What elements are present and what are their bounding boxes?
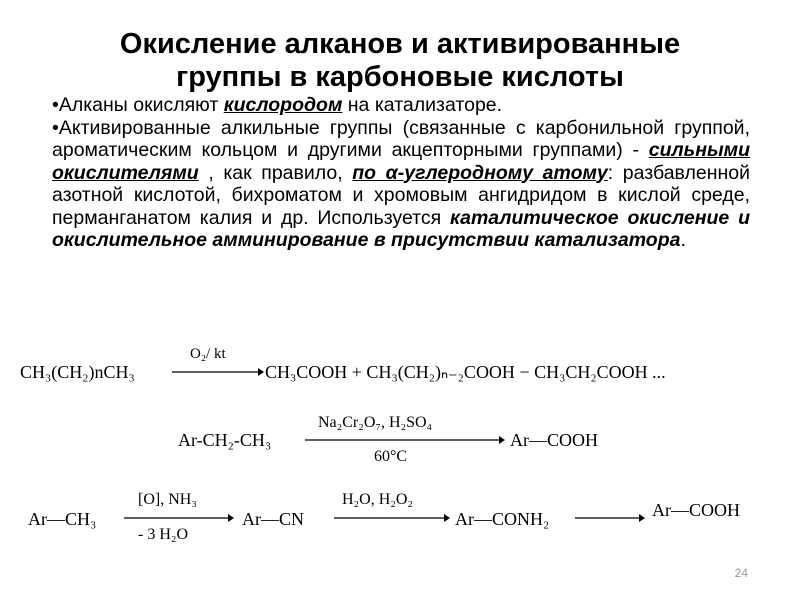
eq3-mid2: Ar—CONH₂ xyxy=(455,509,550,529)
page-number: 24 xyxy=(734,566,748,580)
eq3-right: Ar—COOH xyxy=(652,500,740,520)
eq2-arrow xyxy=(305,434,505,446)
eq3-reagent1-bottom: - 3 H₂O xyxy=(138,526,189,543)
eq2-reagent-bottom: 60°C xyxy=(374,448,408,465)
para2-emphasis-catalytic: каталитическое окисление и окислительное амминирование в присутствии катализатора xyxy=(52,206,750,251)
para1-emphasis: кислородом xyxy=(223,94,343,116)
eq3-arrow-1 xyxy=(124,512,234,524)
eq3-arrow-2 xyxy=(334,512,450,524)
eq2-reagent-top: Na₂Cr₂O₇, H₂SO₄ xyxy=(318,414,433,431)
eq1-right: CH₃COOH + CH₃(CH₂)ₙ₋₂COOH − CH₃CH₂COOH ... xyxy=(265,362,666,382)
para2-text-g: . xyxy=(680,229,686,251)
paragraph-2 xyxy=(52,117,750,252)
body-text xyxy=(52,94,750,252)
paragraph-1 xyxy=(52,94,750,117)
para2-emphasis-alpha: по α-углеродному атому xyxy=(352,161,608,184)
eq1-arrow xyxy=(172,366,264,378)
eq1-left: CH₃(CH₂)nCH₃ xyxy=(20,362,135,382)
eq3-reagent2-top: H₂O, H₂O₂ xyxy=(342,491,413,508)
eq3-reagent1-top: [O], NH₃ xyxy=(138,491,197,508)
title-line-2: группы в карбоновые кислоты xyxy=(176,61,624,93)
eq3-left: Ar—CH₃ xyxy=(28,509,97,529)
para2-text-c: , как правило, xyxy=(198,161,353,184)
slide-title xyxy=(40,28,760,94)
para2-emphasis-oxidizers: сильными окислителями xyxy=(52,139,750,184)
eq1-reagent: O₂/ kt xyxy=(190,346,226,362)
para2-text-e: : разбавленной азотной кислотой, бихроматом и хромовым ангидридом в кислой среде, перманганатом калия и др. Используется xyxy=(52,161,750,229)
para2-text-a: •Активированные алкильные группы (связанные с карбонильной группой, ароматическим кольцом и другими акцепторными группами) - xyxy=(52,116,750,161)
eq3-mid1: Ar—CN xyxy=(242,509,304,529)
title-line-1: Окисление алканов и активированные xyxy=(119,28,681,60)
eq2-right: Ar—COOH xyxy=(510,430,598,450)
para1-text-a: •Алканы окисляют xyxy=(52,94,224,116)
para1-text-c: на катализаторе. xyxy=(342,94,503,116)
eq3-arrow-3 xyxy=(575,512,645,524)
eq2-left: Ar-CH₂-CH₃ xyxy=(178,430,272,450)
